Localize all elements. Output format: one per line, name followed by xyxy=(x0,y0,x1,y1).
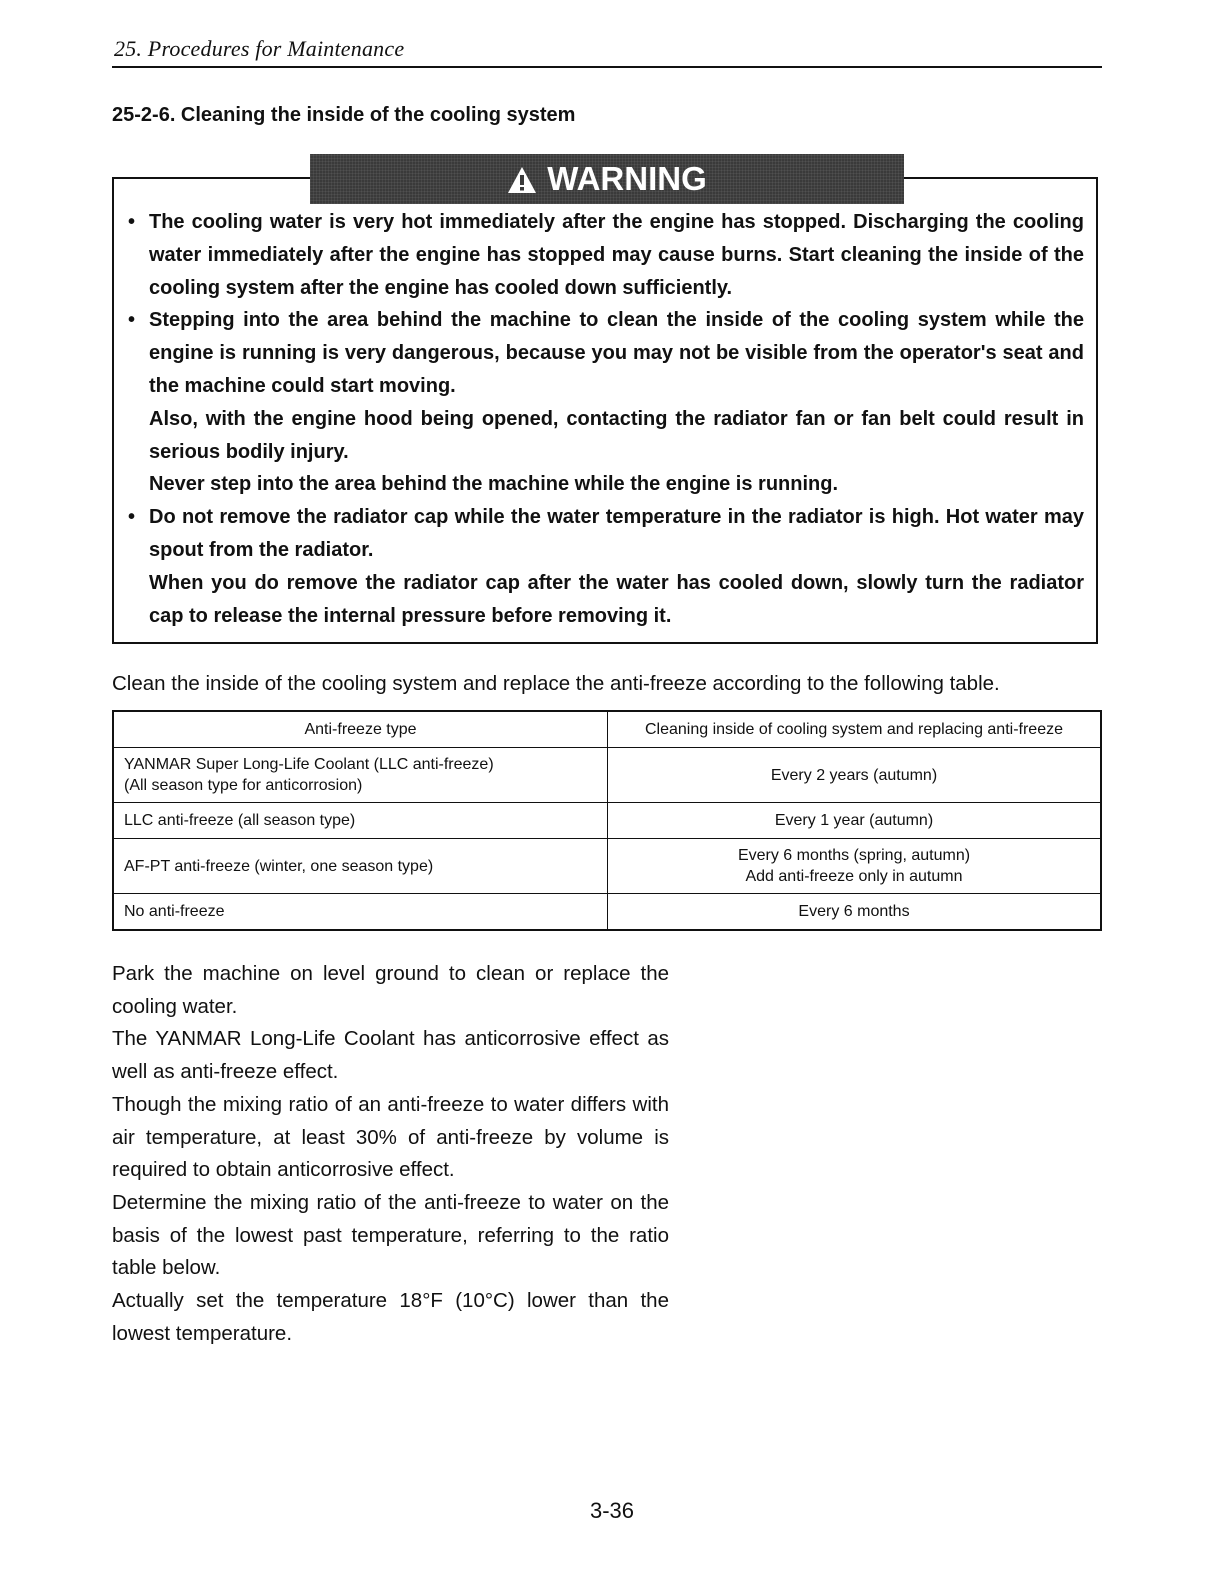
warning-triangle-icon xyxy=(507,166,537,194)
table-cell xyxy=(608,803,1102,839)
warning-paragraph: When you do remove the radiator cap after the water has cooled down, slowly turn the radiator cap to release the internal pressure before removing it. xyxy=(149,571,1084,627)
bullet: • xyxy=(128,309,136,332)
table-row xyxy=(113,748,1101,803)
warning-item xyxy=(120,206,1084,304)
table-cell xyxy=(113,748,608,803)
cell-line: AF-PT anti-freeze (winter, one season type) xyxy=(124,857,434,875)
body-paragraph: The YANMAR Long-Life Coolant has anticorrosive effect as well as anti-freeze effect. xyxy=(112,1027,669,1084)
cell-line: Every 6 months (spring, autumn) xyxy=(737,847,971,864)
warning-list xyxy=(120,206,1084,632)
cell-line: Every 6 months xyxy=(798,903,910,920)
cell-line: LLC anti-freeze (all season type) xyxy=(124,812,356,829)
body-paragraph: Determine the mixing ratio of the anti-freeze to water on the basis of the lowest past temperature, referring to the ratio table below. xyxy=(112,1190,669,1280)
body-paragraph: Though the mixing ratio of an anti-freeze to water differs with air temperature, at least 30% of anti-freeze by volume is required to obtain anticorrosive effect. xyxy=(112,1092,669,1182)
cell-line: YANMAR Super Long-Life Coolant (LLC anti-freeze) xyxy=(124,756,494,773)
section-title: 25-2-6. Cleaning the inside of the cooling system xyxy=(112,104,576,126)
intro-text: Clean the inside of the cooling system and replace the anti-freeze according to the following table. xyxy=(112,672,1000,695)
warning-paragraph: Never step into the area behind the machine while the engine is running. xyxy=(149,473,839,496)
table-header-cell: Anti-freeze type xyxy=(113,711,608,748)
table-header-row xyxy=(113,711,1101,748)
table-cell xyxy=(113,839,608,894)
warning-paragraph: The cooling water is very hot immediately after the engine has stopped. Discharging the cooling water immediately after the engine has stopped may cause burns. Start cleaning the inside of the cooling system after the engine has cooled down sufficiently. xyxy=(149,211,1084,299)
table-header-cell: Cleaning inside of cooling system and replacing anti-freeze xyxy=(608,711,1102,748)
chapter-title: 25. Procedures for Maintenance xyxy=(114,36,405,61)
warning-paragraph: Do not remove the radiator cap while the water temperature in the radiator is high. Hot water may spout from the radiator. xyxy=(149,506,1084,561)
warning-paragraph: Stepping into the area behind the machine to clean the inside of the cooling system while the engine is running is very dangerous, because you may not be visible from the operator's seat and the machine could start moving. xyxy=(149,309,1084,397)
table-cell xyxy=(608,839,1102,894)
warning-banner xyxy=(310,154,904,204)
warning-paragraph: Also, with the engine hood being opened, contacting the radiator fan or fan belt could result in serious bodily injury. xyxy=(149,407,1084,463)
antifreeze-table xyxy=(112,710,1102,931)
cell-line: Every 1 year (autumn) xyxy=(774,812,934,829)
cell-line: Every 2 years (autumn) xyxy=(770,766,938,784)
table-row xyxy=(113,839,1101,894)
table-row xyxy=(113,803,1101,839)
cell-line: (All season type for anticorrosion) xyxy=(124,777,363,794)
page-number: 3-36 xyxy=(589,1498,635,1523)
table-row xyxy=(113,894,1101,931)
table-cell xyxy=(113,803,608,839)
cell-line: No anti-freeze xyxy=(124,903,225,920)
body-text xyxy=(112,958,669,1350)
cell-line: Add anti-freeze only in autumn xyxy=(745,868,963,885)
table-cell xyxy=(608,748,1102,803)
bullet: • xyxy=(128,211,136,233)
page-header xyxy=(112,34,1102,68)
bullet: • xyxy=(128,506,136,529)
warning-item xyxy=(120,304,1084,501)
warning-item xyxy=(120,501,1084,632)
warning-label: WARNING xyxy=(547,160,707,197)
body-paragraph: Park the machine on level ground to clean or replace the cooling water. xyxy=(112,962,669,1018)
table-cell xyxy=(113,894,608,931)
table-cell xyxy=(608,894,1102,931)
body-paragraph: Actually set the temperature 18°F (10°C) lower than the lowest temperature. xyxy=(112,1289,669,1345)
